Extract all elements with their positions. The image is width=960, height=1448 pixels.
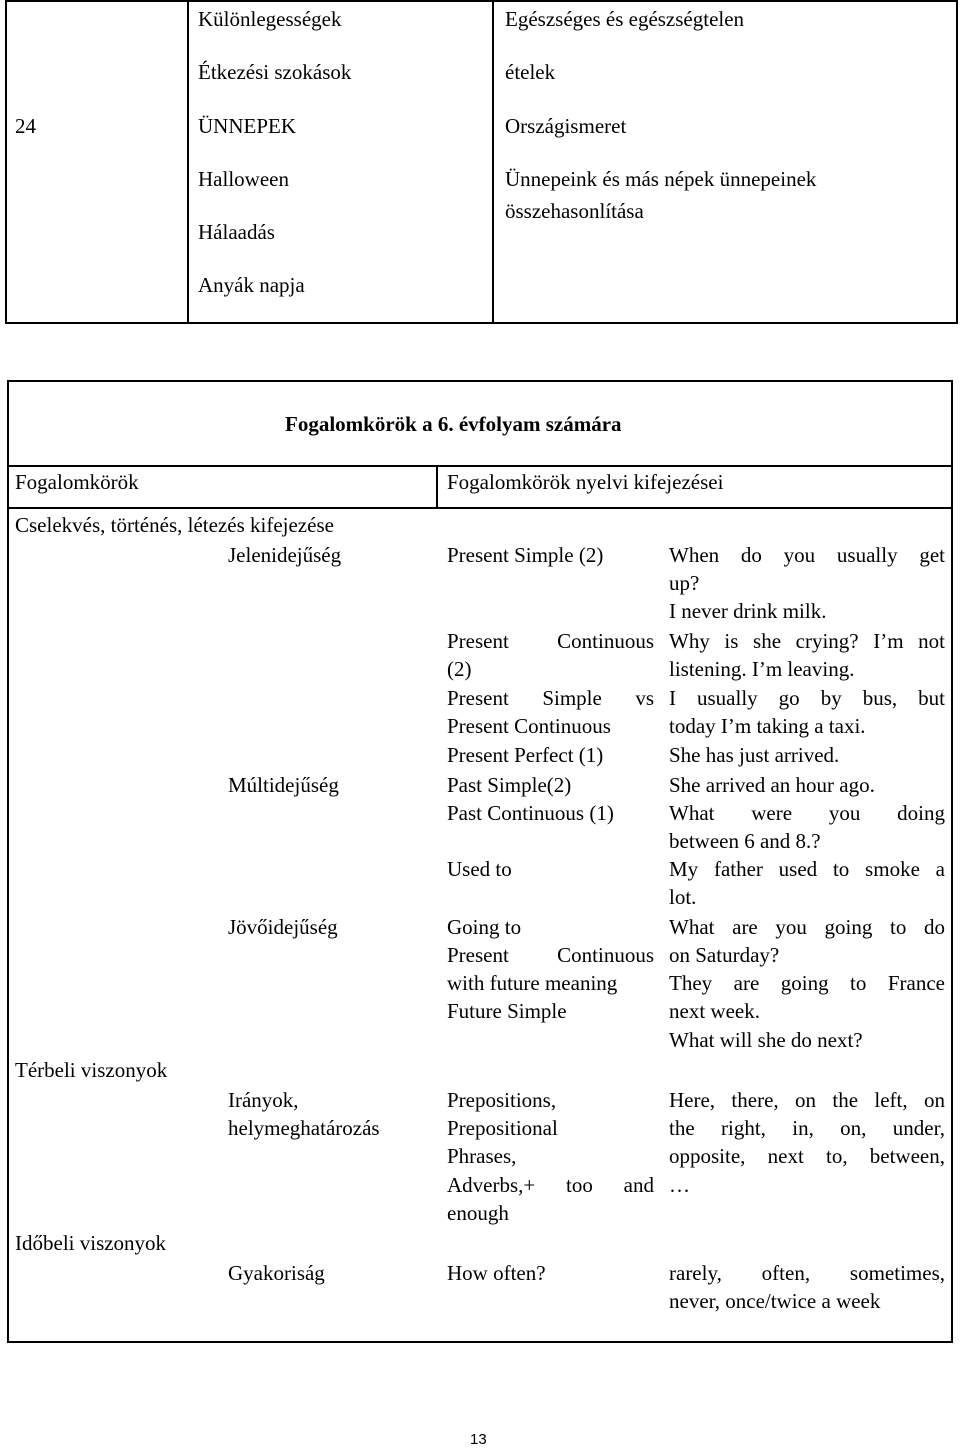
example-text: I usually go by bus, but (669, 686, 945, 710)
column-header: Fogalomkörök nyelvi kifejezései (447, 470, 724, 494)
structure-name: Adverbs,+ too and (447, 1173, 654, 1197)
concept-label: Irányok, (228, 1088, 299, 1112)
example-text: What are you going to do (669, 915, 945, 939)
topic-cell: Hálaadás (198, 220, 275, 244)
column-header: Fogalomkörök (15, 470, 139, 494)
structure-name: Future Simple (447, 999, 567, 1023)
example-text: lot. (669, 885, 697, 909)
table-border (7, 507, 953, 509)
tense-label: Jövőidejűség (228, 915, 338, 939)
table-border (5, 0, 958, 2)
structure-name: Present Continuous (447, 629, 654, 653)
table-border (951, 380, 953, 1343)
table-border (187, 0, 189, 324)
example-text: between 6 and 8.? (669, 829, 821, 853)
example-text: They are going to France (669, 971, 945, 995)
section-heading: Időbeli viszonyok (15, 1231, 167, 1255)
topic-cell: Halloween (198, 167, 289, 191)
table-border (436, 465, 438, 509)
example-text: She has just arrived. (669, 743, 840, 767)
table-title: Fogalomkörök a 6. évfolyam számára (285, 412, 622, 436)
structure-name: Present Simple (2) (447, 543, 604, 567)
row-number: 24 (15, 114, 36, 138)
concept-label: helymeghatározás (228, 1116, 380, 1140)
example-text: She arrived an hour ago. (669, 773, 875, 797)
example-text: Here, there, on the left, on (669, 1088, 945, 1112)
table-border (7, 380, 953, 382)
topic-cell: Különlegességek (198, 7, 342, 31)
table-border (7, 465, 953, 467)
structure-name: Used to (447, 857, 512, 881)
example-text: Why is she crying? I’m not (669, 629, 945, 653)
table-border (5, 0, 7, 324)
example-text: opposite, next to, between, (669, 1144, 945, 1168)
structure-name: Present Simple vs (447, 686, 654, 710)
table-border (492, 0, 494, 324)
section-heading: Cselekvés, történés, létezés kifejezése (15, 513, 334, 537)
table-border (5, 322, 958, 324)
table-border (7, 380, 9, 1343)
example-text: next week. (669, 999, 760, 1023)
example-text: listening. I’m leaving. (669, 657, 855, 681)
example-text: on Saturday? (669, 943, 780, 967)
structure-name: (2) (447, 657, 472, 681)
table-border (7, 1341, 953, 1343)
content-cell: Egészséges és egészségtelen (505, 7, 745, 31)
topic-cell: Anyák napja (198, 273, 305, 297)
structure-name: Present Continuous (447, 714, 611, 738)
example-text: the right, in, on, under, (669, 1116, 945, 1140)
structure-name: enough (447, 1201, 509, 1225)
structure-name: Going to (447, 915, 522, 939)
tense-label: Múltidejűség (228, 773, 339, 797)
structure-name: Past Continuous (1) (447, 801, 614, 825)
example-text: never, once/twice a week (669, 1289, 881, 1313)
tense-label: Jelenidejűség (228, 543, 342, 567)
example-text: up? (669, 571, 700, 595)
structure-name: Prepositions, (447, 1088, 557, 1112)
example-text: My father used to smoke a (669, 857, 945, 881)
structure-name: Past Simple(2) (447, 773, 572, 797)
content-cell: ételek (505, 60, 556, 84)
topic-cell: ÜNNEPEK (198, 114, 296, 138)
example-text: I never drink milk. (669, 599, 827, 623)
section-heading: Térbeli viszonyok (15, 1058, 168, 1082)
example-text: today I’m taking a taxi. (669, 714, 866, 738)
example-text: rarely, often, sometimes, (669, 1261, 945, 1285)
structure-name: with future meaning (447, 971, 618, 995)
content-cell: Ünnepeink és más népek ünnepeinek (505, 167, 817, 191)
content-cell: összehasonlítása (505, 199, 644, 223)
structure-name: How often? (447, 1261, 546, 1285)
page-number: 13 (470, 1431, 487, 1448)
example-text: What were you doing (669, 801, 945, 825)
table-border (956, 0, 958, 324)
content-cell: Országismeret (505, 114, 627, 138)
topic-cell: Étkezési szokások (198, 60, 352, 84)
structure-name: Phrases, (447, 1144, 517, 1168)
example-text: … (669, 1173, 690, 1197)
example-text: What will she do next? (669, 1028, 863, 1052)
structure-name: Present Perfect (1) (447, 743, 604, 767)
example-text: When do you usually get (669, 543, 945, 567)
concept-label: Gyakoriság (228, 1261, 325, 1285)
structure-name: Prepositional (447, 1116, 558, 1140)
structure-name: Present Continuous (447, 943, 654, 967)
